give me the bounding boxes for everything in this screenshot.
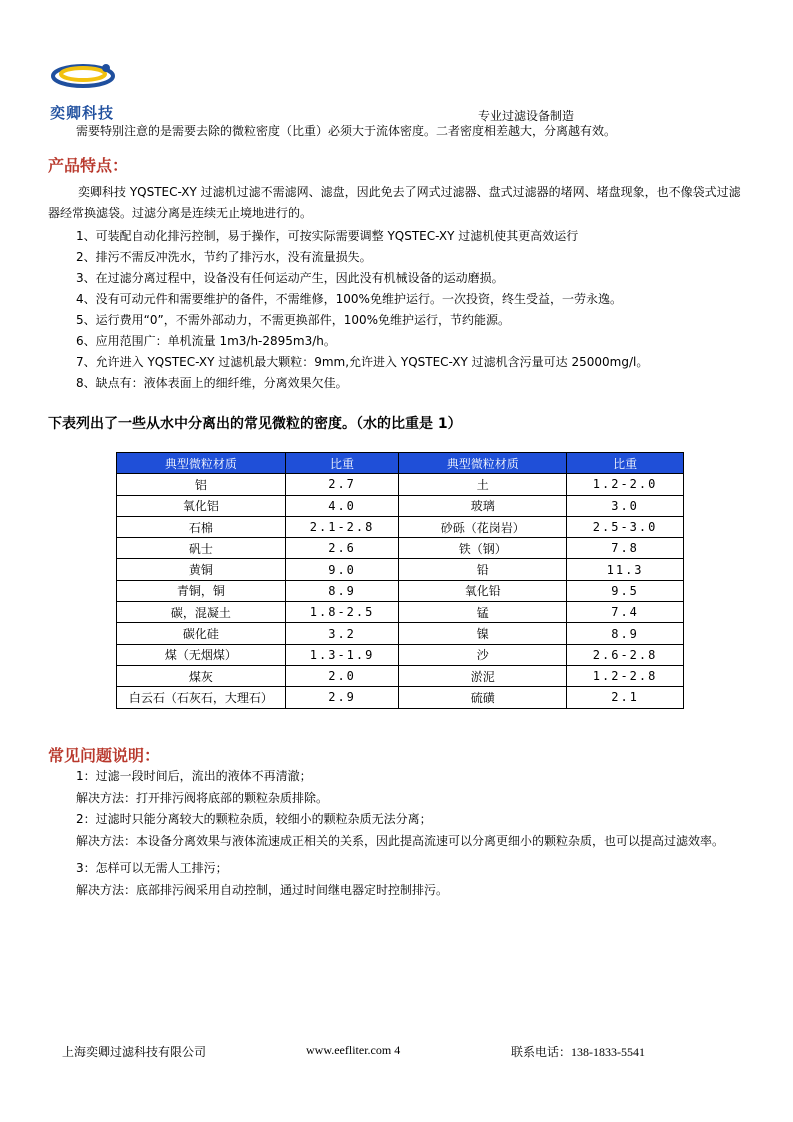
density-cell: 2.1-2.8 <box>285 516 399 537</box>
material-cell: 镍 <box>399 623 567 644</box>
material-cell: 玻璃 <box>399 495 567 516</box>
material-cell: 白云石（石灰石，大理石） <box>117 687 286 708</box>
footer-company: 上海奕卿过滤科技有限公司 <box>62 1045 207 1059</box>
density-cell: 2.9 <box>285 687 399 708</box>
density-cell: 2.0 <box>285 665 399 686</box>
faq-question: 3：怎样可以无需人工排污； <box>76 861 228 875</box>
footer-website-link[interactable]: www.eefliter.com <box>306 1043 392 1057</box>
material-cell: 硫磺 <box>399 687 567 708</box>
logo-text: 奕卿科技 <box>50 104 115 122</box>
column-header: 典型微粒材质 <box>117 453 286 474</box>
density-cell: 2.6-2.8 <box>567 644 684 665</box>
material-cell: 氧化铅 <box>399 580 567 601</box>
material-cell: 碳化硅 <box>117 623 286 644</box>
footer-website <box>306 1043 400 1058</box>
intro-text: 需要特别注意的是需要去除的微粒密度（比重）必须大于流体密度。二者密度相差越大，分离越有效。 <box>76 124 617 138</box>
feature-item: 5、运行费用“0”，不需外部动力，不需更换部件，100%免维护运行，节约能源。 <box>76 313 511 327</box>
faq-answer: 解决方法：打开排污阀将底部的颗粒杂质排除。 <box>76 790 329 805</box>
footer-contact: 联系电话：138-1833-5541 <box>511 1045 645 1059</box>
faq-heading: 常见问题说明： <box>48 746 161 765</box>
faq-question: 1：过滤一段时间后，流出的液体不再清澈； <box>76 769 312 783</box>
material-cell: 铅 <box>399 559 567 580</box>
table-row <box>117 516 684 537</box>
material-cell: 青铜，铜 <box>117 580 286 601</box>
material-cell: 砂砾（花岗岩） <box>399 516 567 537</box>
faq-answer: 解决方法：底部排污阀采用自动控制，通过时间继电器定时控制排污。 <box>76 882 449 897</box>
density-cell: 7.4 <box>567 602 684 623</box>
density-cell: 2.7 <box>285 474 399 495</box>
density-cell: 1.2-2.8 <box>567 665 684 686</box>
density-cell: 11.3 <box>567 559 684 580</box>
column-header: 比重 <box>285 453 399 474</box>
material-cell: 煤（无烟煤） <box>117 644 286 665</box>
table-row <box>117 665 684 686</box>
features-list <box>76 226 648 394</box>
table-row <box>117 602 684 623</box>
material-cell: 淤泥 <box>399 665 567 686</box>
table-row <box>117 580 684 601</box>
density-cell: 1.2-2.0 <box>567 474 684 495</box>
density-cell: 8.9 <box>567 623 684 644</box>
material-cell: 土 <box>399 474 567 495</box>
feature-item: 1、可装配自动化排污控制，易于操作，可按实际需要调整 YQSTEC-XY 过滤机使其更高效运行 <box>76 229 579 243</box>
table-row <box>117 559 684 580</box>
table-row <box>117 644 684 665</box>
feature-item: 6、应用范围广：单机流量 1m3/h-2895m3/h。 <box>76 334 336 348</box>
table-row <box>117 687 684 708</box>
table-row <box>117 495 684 516</box>
density-cell: 9.0 <box>285 559 399 580</box>
density-cell: 2.1 <box>567 687 684 708</box>
density-cell: 3.2 <box>285 623 399 644</box>
header-tagline: 专业过滤设备制造 <box>478 109 575 123</box>
density-cell: 1.8-2.5 <box>285 602 399 623</box>
features-paragraph: 奕卿科技 YQSTEC-XY 过滤机过滤不需滤网、滤盘，因此免去了网式过滤器、盘式过滤器的堵网、堵盘现象，也不像袋式过滤器经常换滤袋。过滤分离是连续无止境地进行的。 <box>48 185 741 220</box>
table-row <box>117 538 684 559</box>
table-row <box>117 474 684 495</box>
density-cell: 4.0 <box>285 495 399 516</box>
material-cell: 锰 <box>399 602 567 623</box>
density-cell: 2.5-3.0 <box>567 516 684 537</box>
material-cell: 铝 <box>117 474 286 495</box>
faq-answer: 解决方法：本设备分离效果与液体流速成正相关的关系，因此提高流速可以分离更细小的颗粒杂质，也可以提高过滤效率。 <box>76 833 725 848</box>
material-cell: 沙 <box>399 644 567 665</box>
density-cell: 1.3-1.9 <box>285 644 399 665</box>
table-title: 下表列出了一些从水中分离出的常见微粒的密度。（水的比重是 1） <box>48 416 462 432</box>
feature-item: 4、没有可动元件和需要维护的备件，不需维修，100%免维护运行。一次投资，终生受益，一劳永逸。 <box>76 292 622 306</box>
density-cell: 3.0 <box>567 495 684 516</box>
feature-item: 3、在过滤分离过程中，设备没有任何运动产生，因此没有机械设备的运动磨损。 <box>76 271 504 285</box>
material-cell: 氧化铝 <box>117 495 286 516</box>
column-header: 典型微粒材质 <box>399 453 567 474</box>
material-cell: 矾士 <box>117 538 286 559</box>
density-cell: 8.9 <box>285 580 399 601</box>
feature-item: 2、排污不需反冲洗水，节约了排污水，没有流量损失。 <box>76 250 372 264</box>
feature-item: 7、允许进入 YQSTEC-XY 过滤机最大颗粒：9mm,允许进入 YQSTEC-XY 过滤机含污量可达 25000mg/l。 <box>76 355 649 369</box>
faq-section <box>48 766 748 901</box>
features-heading: 产品特点： <box>48 156 129 175</box>
material-cell: 黄铜 <box>117 559 286 580</box>
faq-question: 2：过滤时只能分离较大的颗粒杂质，较细小的颗粒杂质无法分离； <box>76 812 432 826</box>
material-cell: 铁（钢） <box>399 538 567 559</box>
material-cell: 碳，混凝土 <box>117 602 286 623</box>
table-row <box>117 623 684 644</box>
material-cell: 煤灰 <box>117 665 286 686</box>
density-table <box>116 452 684 709</box>
density-cell: 9.5 <box>567 580 684 601</box>
density-cell: 7.8 <box>567 538 684 559</box>
column-header: 比重 <box>567 453 684 474</box>
page-number: 4 <box>394 1043 401 1057</box>
feature-item: 8、缺点有：液体表面上的细纤维，分离效果欠佳。 <box>76 376 348 390</box>
table-header-row <box>117 453 684 474</box>
material-cell: 石棉 <box>117 516 286 537</box>
density-cell: 2.6 <box>285 538 399 559</box>
